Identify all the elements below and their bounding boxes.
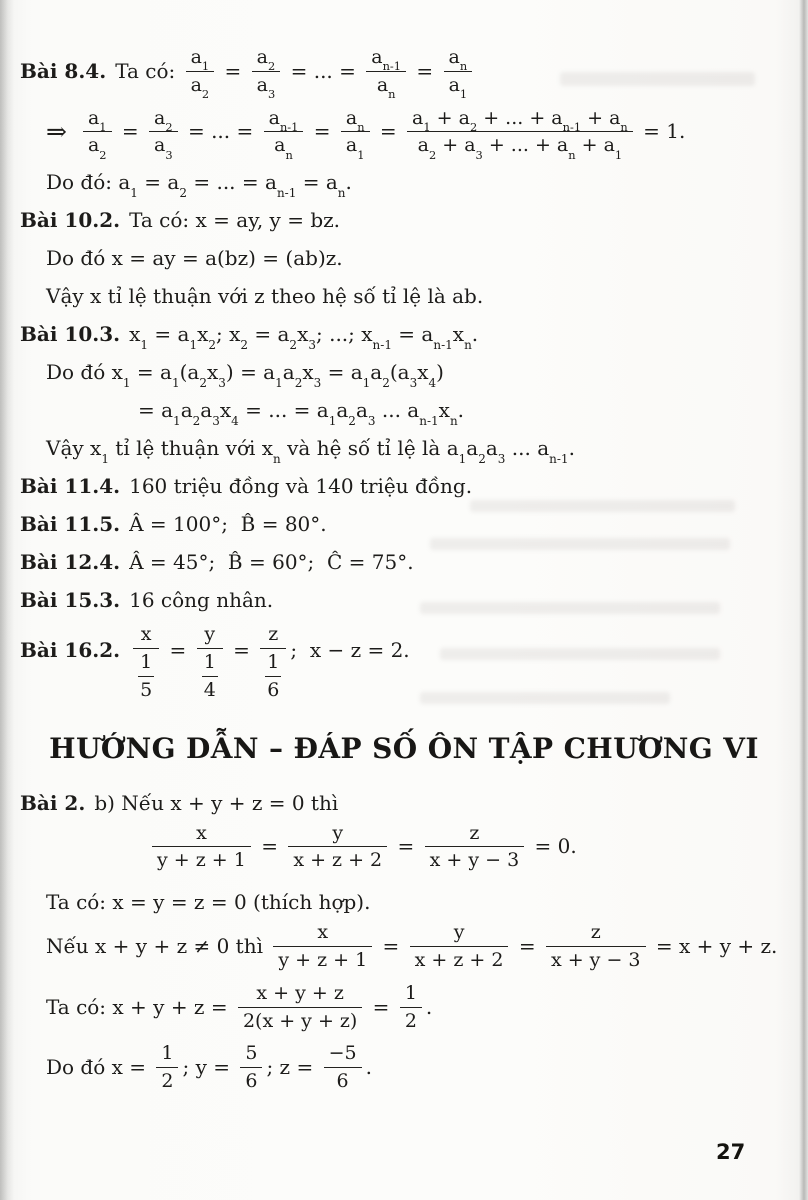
math-text: Vậy $x_1$ tỉ lệ thuận với $x_n$ và hệ số tỉ lệ là $a_1a_2a_3$ ... $a_{n-1}$.: [46, 436, 575, 466]
math-text: =: [163, 638, 193, 663]
math-text: Â = 100°; B̂ = 80°.: [129, 512, 327, 537]
line-bai-15-3: [20, 588, 788, 613]
line-do-do-x: [20, 246, 788, 271]
fraction: [133, 623, 159, 701]
fraction-numerator: −5: [324, 1042, 362, 1068]
fraction-denominator: $a_2$: [190, 73, 210, 102]
math-text: Ta có: x + y + z =: [46, 994, 234, 1019]
fraction-numerator: $a_n$: [444, 46, 473, 72]
fraction-denominator: $a_n$: [274, 134, 293, 162]
fraction-denominator: 6: [245, 1070, 258, 1093]
fraction-numerator: z: [425, 822, 525, 848]
fraction-numerator: 1: [202, 651, 218, 677]
fraction: [407, 106, 633, 162]
fraction-denominator: [260, 649, 286, 702]
math-text: =: [373, 119, 404, 144]
math-text: ; x − z = 2.: [290, 638, 410, 663]
fraction-numerator: z: [260, 623, 286, 649]
math-text: b) Nếu x + y + z = 0 thì: [94, 790, 339, 815]
exercise-label: Bài 15.3.: [20, 588, 121, 613]
line-do-do-x1: [20, 360, 788, 390]
fraction-denominator: x + z + 2: [414, 948, 504, 971]
math-text: ; z =: [266, 1055, 320, 1080]
math-text: Ta có:: [115, 58, 182, 83]
fraction: [410, 921, 509, 972]
fraction-denominator: $a_2 + a_3$ + ... + $a_n + a_1$: [417, 134, 623, 162]
fraction-numerator: x: [152, 822, 251, 848]
math-text: =: [254, 834, 285, 859]
fraction-denominator: 5: [140, 678, 153, 701]
fraction-denominator: [133, 649, 159, 702]
exercise-label: Bài 10.2.: [20, 208, 121, 233]
math-text: = ... =: [284, 58, 363, 83]
math-text: =: [366, 994, 396, 1019]
fraction-denominator: 4: [203, 678, 216, 701]
fraction-numerator: $a_1$: [186, 46, 215, 72]
fraction: [149, 106, 178, 162]
math-text: .: [365, 1055, 372, 1080]
math-text: =: [391, 834, 421, 859]
line-neu-khac-0: [20, 921, 788, 972]
fraction: [400, 982, 422, 1033]
math-text: 160 triệu đồng và 140 triệu đồng.: [129, 474, 473, 499]
fraction-numerator: $a_2$: [149, 107, 178, 133]
line-bai-10-3: [20, 322, 788, 352]
fraction-denominator: $a_n$: [376, 73, 396, 102]
fraction: [425, 822, 525, 873]
line-bai-12-4: [20, 550, 788, 575]
fraction-denominator: y + z + 1: [278, 948, 368, 971]
math-text: Vậy x tỉ lệ thuận với z theo hệ số tỉ lệ là ab.: [46, 284, 484, 309]
math-text: Do đó x = ay = a(bz) = (ab)z.: [46, 246, 343, 271]
fraction-denominator: 6: [267, 678, 280, 701]
fraction: [152, 822, 251, 873]
fraction: [138, 651, 154, 702]
line-bai-2: [20, 791, 788, 816]
line-bai-11-5: [20, 512, 788, 537]
fraction-denominator: [197, 649, 223, 702]
fraction-numerator: 5: [240, 1042, 262, 1068]
fraction-numerator: $a_1$: [83, 107, 112, 133]
fraction: [265, 651, 281, 702]
fraction-numerator: z: [546, 921, 646, 947]
line-ta-co-sum: [20, 982, 788, 1033]
math-text: = $a_1a_2a_3x_4$ = ... = $a_1a_2a_3$ ... $a_{n-1}x_n$.: [138, 398, 465, 428]
fraction: [366, 46, 406, 102]
math-text: =: [307, 119, 337, 144]
fraction-numerator: 1: [156, 1042, 178, 1068]
math-text: Do đó $x_1 = a_1(a_2x_3) = a_1a_2x_3 = a_1a_2(a_3x_4)$: [46, 360, 444, 390]
fraction-denominator: 2: [404, 1009, 417, 1032]
exercise-label: Bài 11.4.: [20, 474, 121, 499]
line-vay-x: [20, 284, 788, 309]
fraction-denominator: x + z + 2: [293, 849, 383, 872]
fraction-numerator: y: [288, 822, 387, 848]
fraction-numerator: 1: [265, 651, 281, 677]
fraction-denominator: y + z + 1: [157, 849, 246, 872]
fraction: [202, 651, 218, 702]
exercise-label: Bài 8.4.: [20, 58, 107, 83]
math-text: =: [376, 933, 406, 958]
fraction-numerator: $a_1 + a_2$ + ... + $a_{n-1} + a_n$: [407, 107, 633, 133]
chapter-heading: HƯỚNG DẪN – ĐÁP SỐ ÔN TẬP CHƯƠNG VI: [49, 731, 759, 765]
fraction: [83, 106, 112, 162]
line-vay-x1: [20, 436, 788, 466]
math-text: =: [410, 58, 440, 83]
math-text: Ta có: x = ay, y = bz.: [129, 208, 341, 233]
fraction: [197, 623, 223, 701]
math-text: Do đó: $a_1 = a_2$ = ... = $a_{n-1} = a_n$.: [46, 170, 352, 200]
line-do-do-xyz: [20, 1042, 788, 1093]
fraction: [546, 921, 646, 972]
fraction: [260, 623, 286, 701]
fraction: [273, 921, 372, 972]
math-text: .: [425, 994, 433, 1019]
fraction-numerator: x + y + z: [238, 982, 362, 1008]
fraction-numerator: $a_2$: [252, 46, 281, 72]
fraction-denominator: 2: [161, 1070, 174, 1093]
page-number: 27: [716, 1140, 746, 1164]
math-text: $x_1 = a_1x_2$; $x_2 = a_2x_3$; ...; $x_{n-1} = a_{n-1}x_n$.: [129, 322, 479, 352]
math-text: = 0.: [528, 834, 577, 859]
math-text: Â = 45°; B̂ = 60°; Ĉ = 75°.: [129, 550, 414, 575]
line-bai-11-4: [20, 474, 788, 499]
math-text: = ... =: [181, 119, 260, 144]
fraction-numerator: 1: [400, 982, 422, 1008]
solutions-section: [20, 46, 788, 702]
math-text: Ta có: x = y = z = 0 (thích hợp).: [46, 890, 371, 915]
implies-arrow-icon: ⇒: [46, 117, 67, 147]
exercise-label: Bài 16.2.: [20, 638, 121, 663]
fraction-numerator: $a_{n-1}$: [366, 46, 406, 72]
math-text: Do đó x =: [46, 1055, 153, 1080]
fraction-denominator: $a_1$: [345, 134, 365, 162]
line-implication: [20, 106, 788, 162]
math-text: =: [226, 638, 257, 663]
fraction-numerator: 1: [138, 651, 154, 677]
line-bai-10-2: [20, 208, 788, 233]
fraction-numerator: x: [133, 623, 159, 649]
line-eq-zero: [20, 822, 788, 873]
chapter-answers-section: [20, 791, 788, 1093]
math-text: =: [512, 933, 542, 958]
line-ta-co-0: [20, 890, 788, 915]
fraction-denominator: $a_2$: [87, 134, 107, 162]
math-text: Nếu x + y + z ≠ 0 thì: [46, 933, 270, 958]
fraction-numerator: y: [197, 623, 223, 649]
fraction-denominator: 6: [336, 1070, 349, 1093]
fraction-denominator: 2(x + y + z): [242, 1009, 358, 1032]
fraction-numerator: $a_n$: [341, 107, 370, 133]
fraction: [324, 1042, 362, 1093]
fraction: [341, 106, 370, 162]
line-bai-8-4: [20, 46, 788, 102]
math-text: 16 công nhân.: [129, 588, 274, 613]
fraction-denominator: x + y − 3: [550, 948, 641, 971]
math-text: =: [115, 119, 146, 144]
fraction-numerator: y: [410, 921, 509, 947]
exercise-label: Bài 2.: [20, 790, 86, 815]
exercise-label: Bài 10.3.: [20, 322, 121, 347]
math-text: = 1.: [636, 119, 686, 144]
exercise-label: Bài 11.5.: [20, 512, 121, 537]
fraction: [240, 1042, 262, 1093]
math-text: ; y =: [182, 1055, 237, 1080]
fraction-denominator: x + y − 3: [429, 849, 520, 872]
fraction-denominator: $a_3$: [154, 134, 173, 162]
fraction-numerator: $a_{n-1}$: [264, 107, 304, 133]
fraction: [238, 982, 362, 1033]
fraction: [156, 1042, 178, 1093]
line-continuation: [20, 398, 788, 428]
math-text: = x + y + z.: [649, 933, 778, 958]
fraction: [252, 46, 281, 102]
line-bai-16-2: [20, 623, 788, 701]
exercise-label: Bài 12.4.: [20, 550, 121, 575]
fraction-numerator: x: [273, 921, 372, 947]
fraction: [186, 46, 215, 102]
fraction-denominator: $a_1$: [448, 73, 468, 102]
line-do-do-a: [20, 170, 788, 200]
fraction: [288, 822, 387, 873]
math-text: =: [218, 58, 248, 83]
fraction: [264, 106, 304, 162]
fraction: [444, 46, 473, 102]
fraction-denominator: $a_3$: [256, 73, 276, 102]
